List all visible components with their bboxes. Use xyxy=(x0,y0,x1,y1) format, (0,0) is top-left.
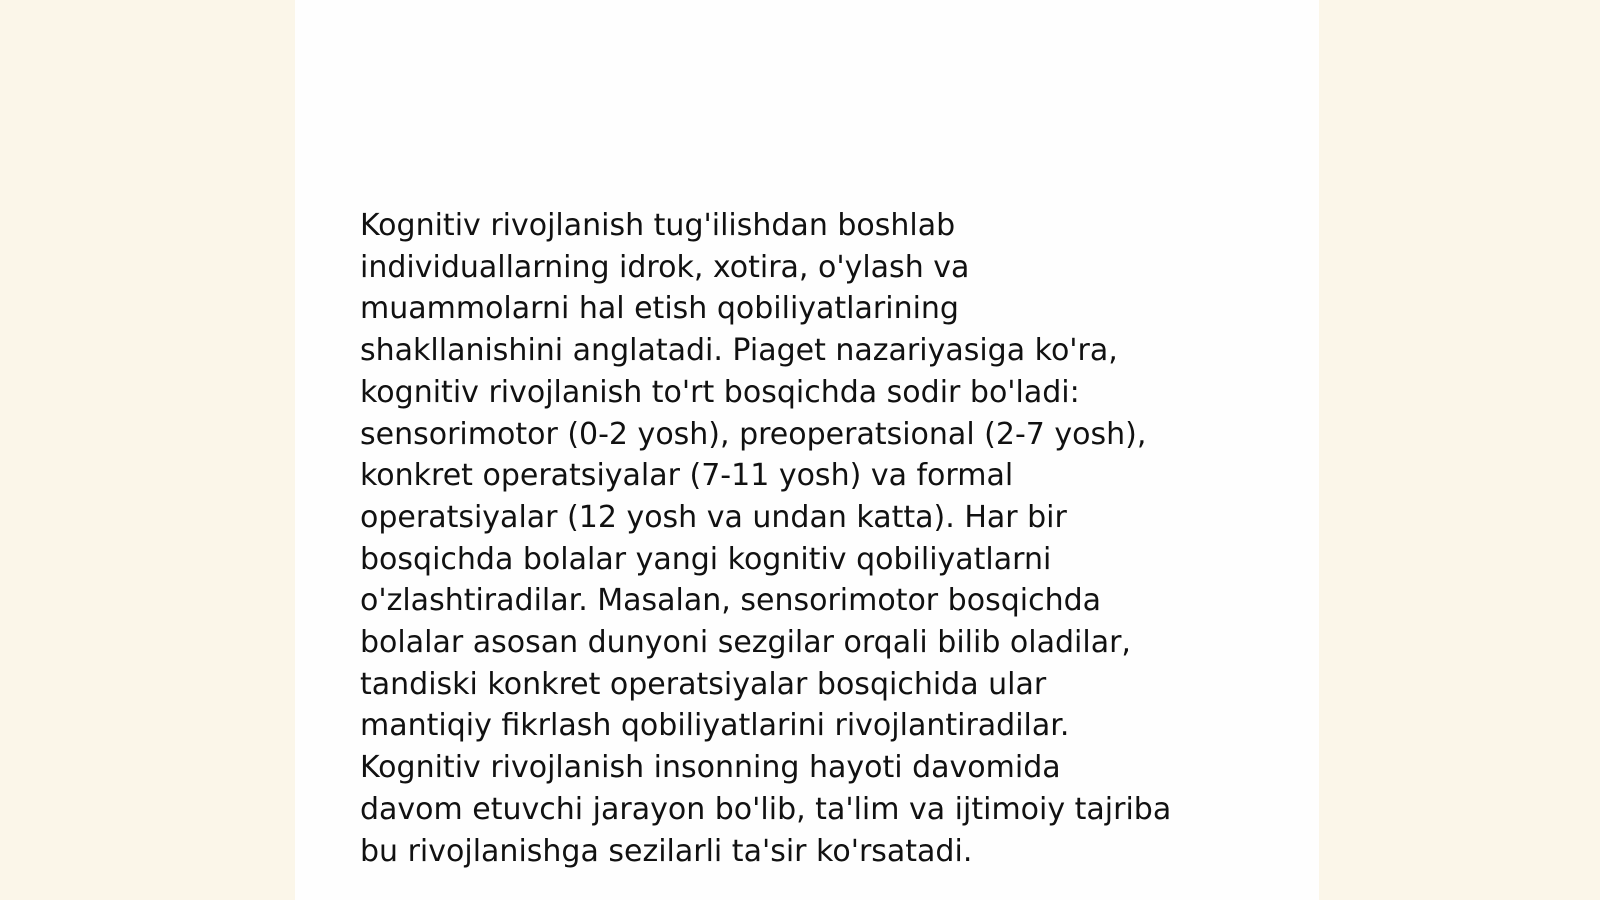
body-paragraph: Kognitiv rivojlanish tug'ilishdan boshlab individuallarning idrok, xotira, o'ylash va muammolarni hal etish qobiliyatlarining shakllanishini anglatadi. Piaget nazariyasiga ko'ra, kognitiv rivojlanish to'rt bosqichda sodir bo'ladi: sensorimotor (0-2 yosh), preoperatsional (2-7 yosh), konkret operatsiyalar (7-11 yosh) va formal operatsiyalar (12 yosh va undan katta). Har bir bosqichda bolalar yangi kognitiv qobiliyatlarni o'zlashtiradilar. Masalan, sensorimotor bosqichda bolalar asosan dunyoni sezgilar orqali bilib oladilar, tandiski konkret operatsiyalar bosqichida ular mantiqiy fikrlash qobiliyatlarini rivojlantiradilar. Kognitiv rivojlanish insonning hayoti davomida davom etuvchi jarayon bo'lib, ta'lim va ijtimoiy tajriba bu rivojlanishga sezilarli ta'sir ko'rsatadi. xyxy=(360,208,1172,869)
document-page xyxy=(295,0,1319,900)
